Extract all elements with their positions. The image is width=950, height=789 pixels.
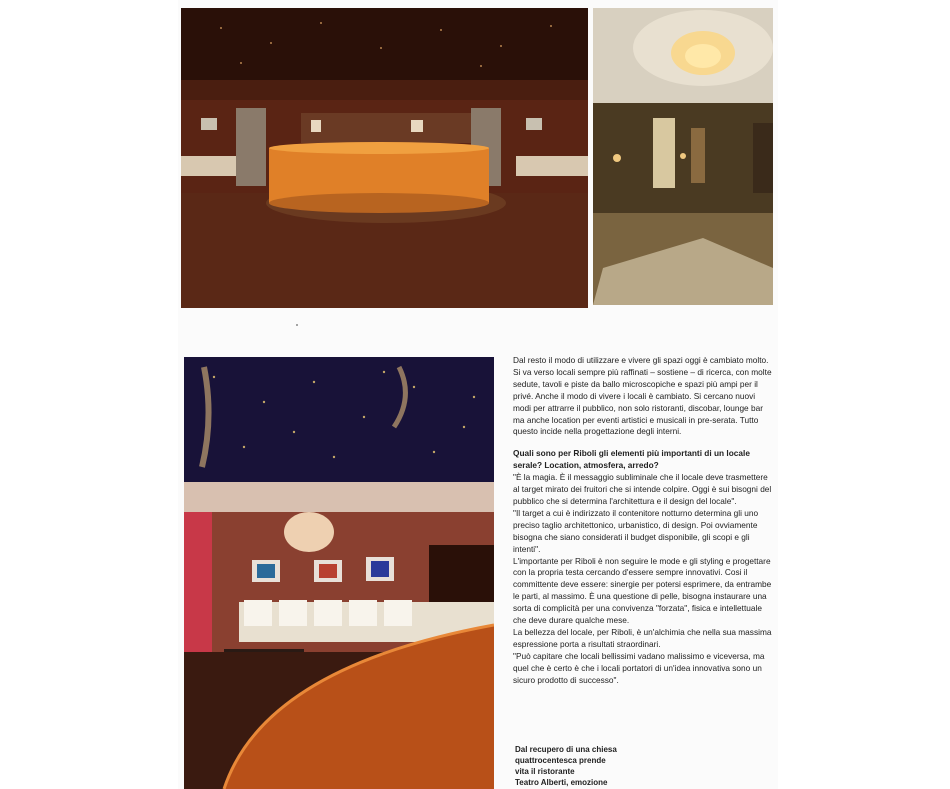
bar-photo [181, 8, 588, 308]
interview-answer: L'importante per Riboli è non seguire le mode e gli styling e progettare con la propria testa cercando d'essere sempre innovativi. Cosi il committente deve essere: sinergie per potersi esprimere, da entrambe le parti, al massimo. È una questione di pelle, bisogna instaurare una sorta di complicità per una convivenza "forzata", fisica e intellettuale che deve durare qualche mese. [513, 555, 772, 626]
lounge-photo-illustration [184, 357, 494, 789]
lounge-photo [184, 357, 494, 789]
caption-line: quattrocentesca prende [515, 756, 606, 765]
bar-photo-illustration [181, 8, 588, 308]
hall-photo-illustration [593, 8, 773, 305]
article-body [513, 355, 775, 686]
interview-answer: "Il target a cui è indirizzato il contenitore notturno determina gli uno preciso taglio architettonico, urbanistico, di design. Poi ovviamente bisogna che siano considerati il budget disponibile, gli scopi e gli intenti". [513, 507, 759, 554]
interview-question: Quali sono per Riboli gli elementi più importanti di un locale serale? Location, atmosfera, arredo? [513, 448, 750, 471]
interview-answer: "È la magia. È il messaggio subliminale che il locale deve trasmettere al target mirato dei fruitori che si intende colpire. Oggi è sui bisogni del pubblico che si determina l'architettura e il design del locale". [513, 472, 772, 506]
interview-answer: La bellezza del locale, per Riboli, è un'alchimia che nella sua massima espressione porta a risultati straordinari. [513, 626, 772, 649]
caption-line: Dal recupero di una chiesa [515, 745, 617, 754]
article-paragraph: Dal resto il modo di utilizzare e vivere gli spazi oggi è cambiato molto. Si va verso locali sempre più raffinati – sostiene – di ricerca, con molte sedute, tavoli e piste da ballo microscopiche e spazi più ampi per il privé. Anche il modo di vivere i locali è cambiato. Si cercano nuovi modi per attrarre il pubblico, non solo ristoranti, discobar, lounge bar ma anche location per eventi artistici e musicali in pre-serata. Tutto questo incide nella progettazione degli interni. [513, 355, 772, 437]
caption-line: vita il ristorante [515, 767, 575, 776]
caption-line: Teatro Alberti, emozione [515, 778, 608, 787]
hall-photo [593, 8, 773, 305]
print-speck [296, 324, 298, 326]
interview-answer: "Può capitare che locali bellissimi vadano malissimo e viceversa, ma quel che è certo è che i locali portatori di un'idea innovativa sono un sicuro prodotto di successo". [513, 650, 765, 685]
photo-caption [515, 744, 645, 788]
